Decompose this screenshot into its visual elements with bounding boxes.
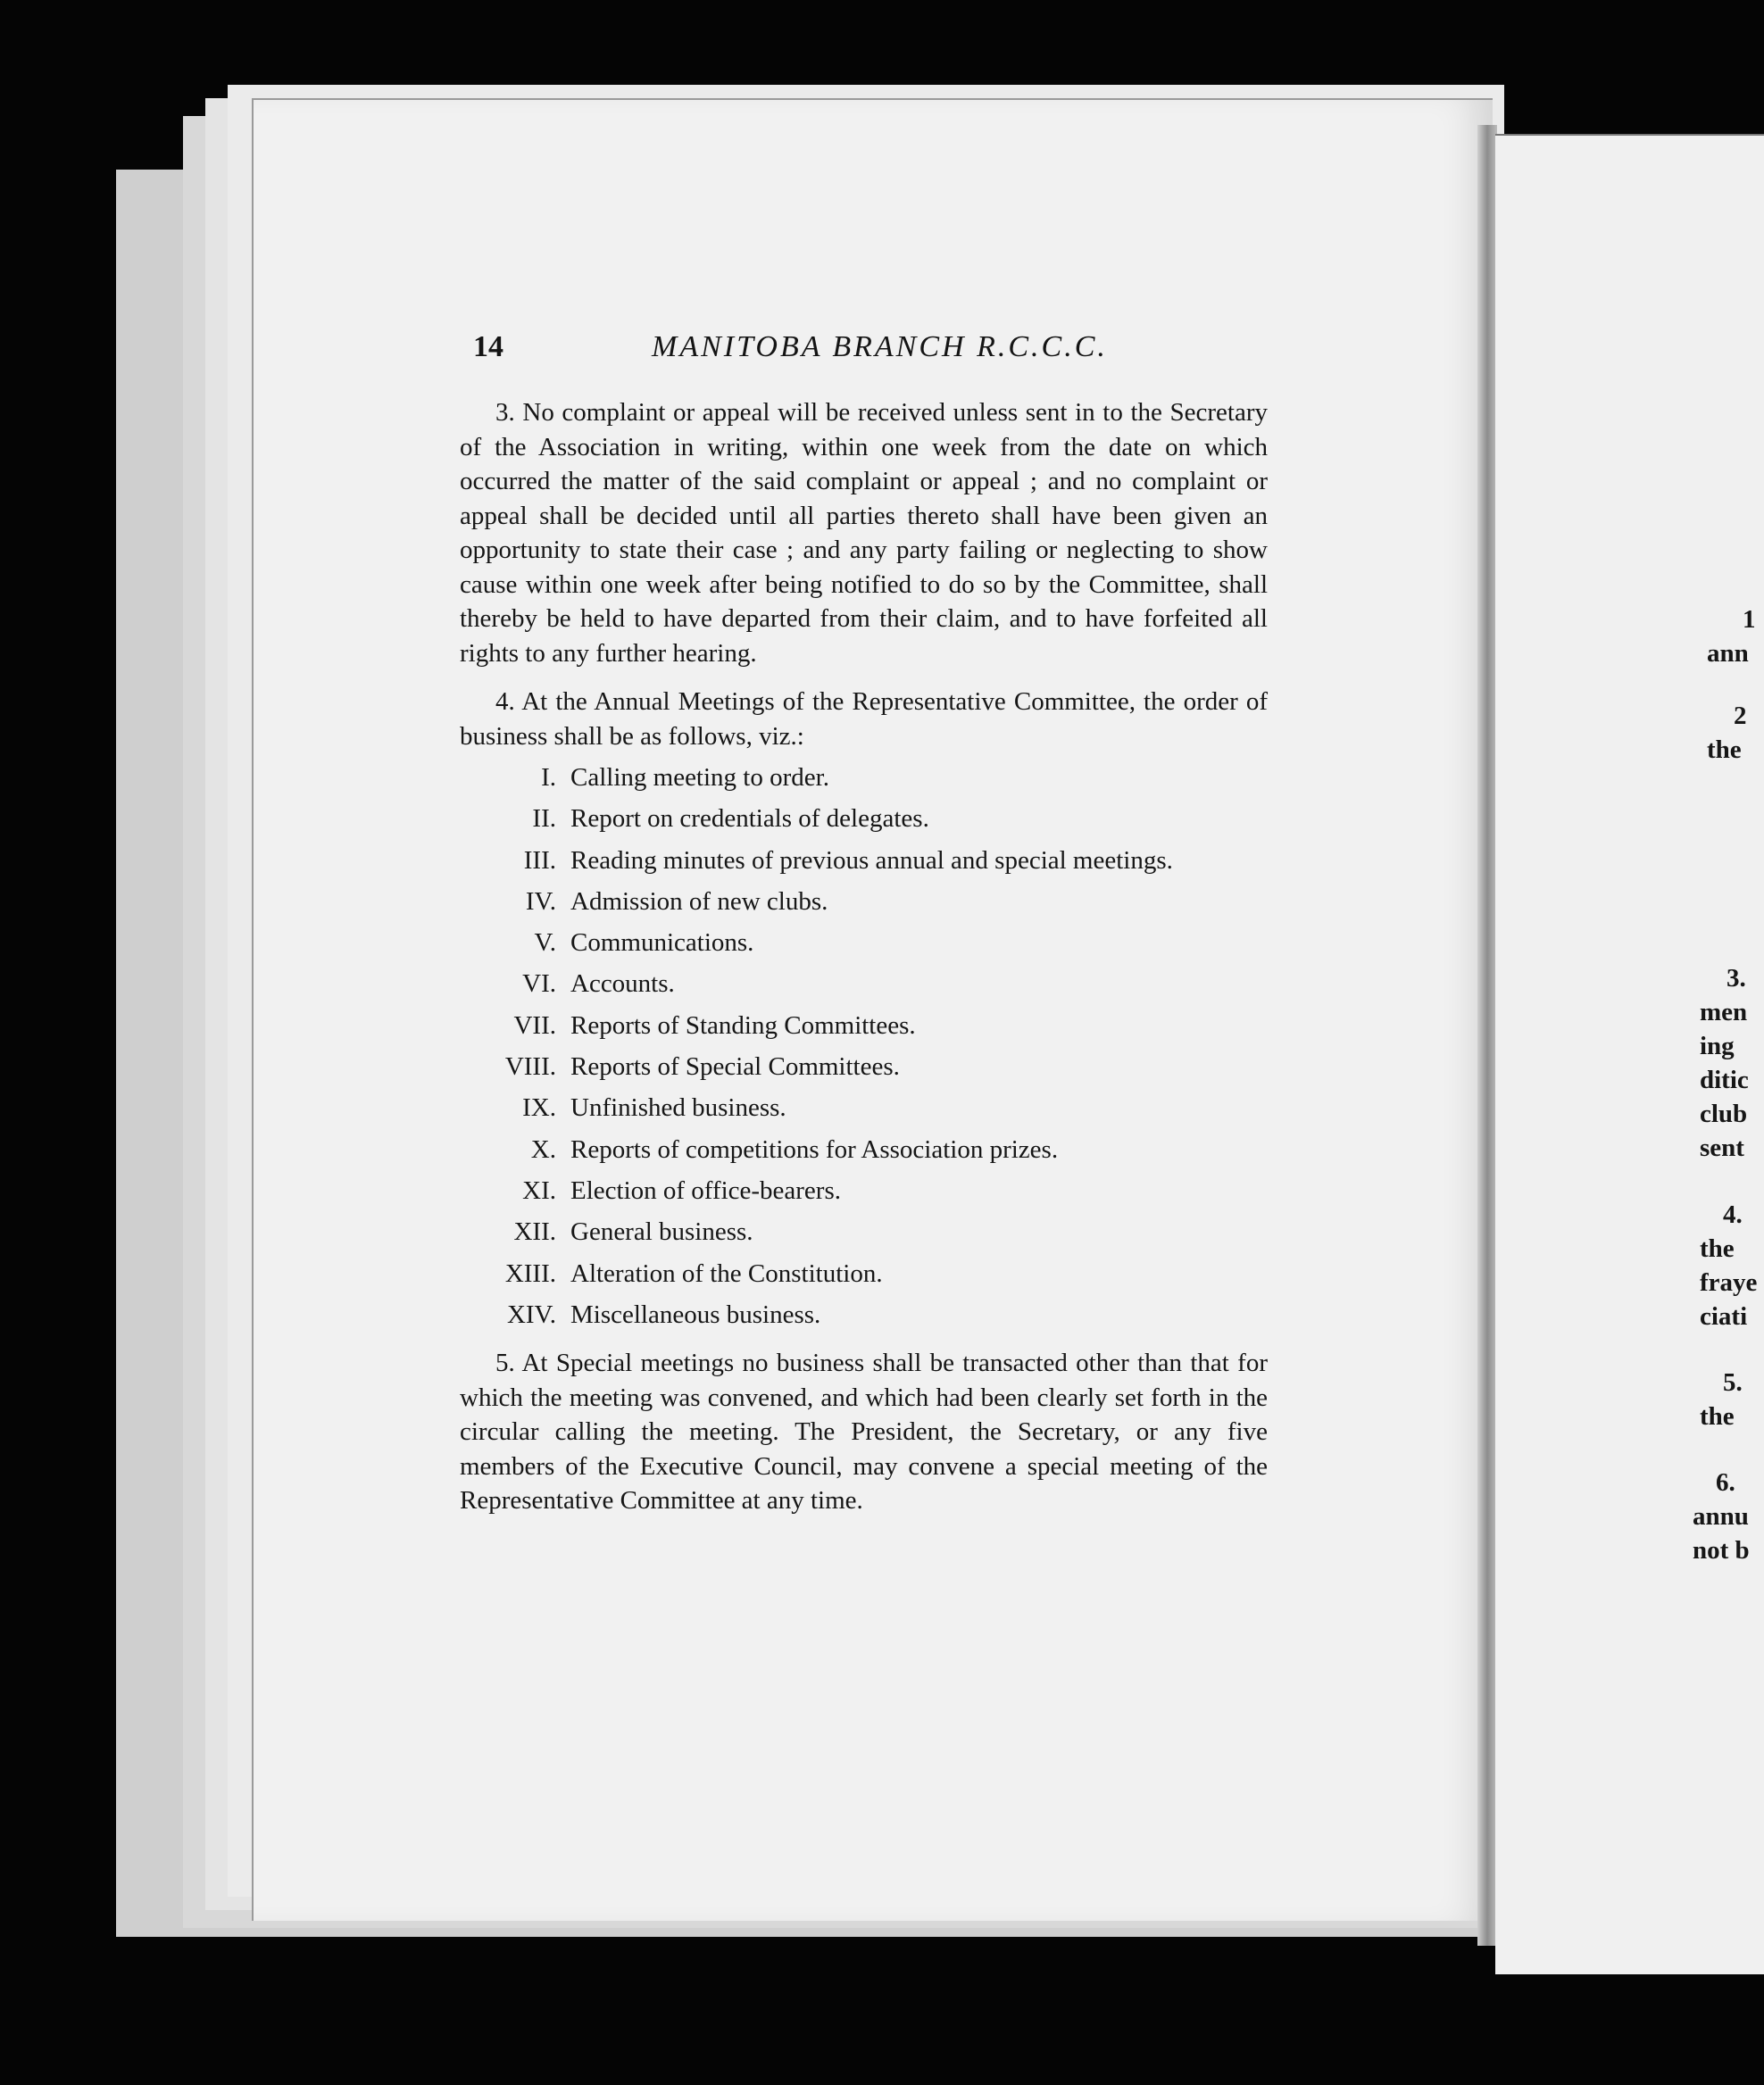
right-page-fragment: 3. bbox=[1727, 964, 1746, 993]
order-item bbox=[460, 922, 1268, 963]
order-of-business-list bbox=[460, 757, 1268, 1335]
order-item bbox=[460, 1046, 1268, 1087]
order-item-number: X. bbox=[530, 1134, 556, 1164]
order-item-number: VIII. bbox=[504, 1052, 556, 1082]
order-item-text: Unfinished business. bbox=[570, 1093, 786, 1123]
order-item bbox=[460, 840, 1268, 881]
right-page-fragment: 1 bbox=[1743, 605, 1756, 634]
right-page-fragment: fraye bbox=[1700, 1268, 1758, 1297]
order-item-text: Admission of new clubs. bbox=[570, 886, 828, 916]
right-page-fragment: the bbox=[1700, 1234, 1735, 1263]
order-item bbox=[460, 963, 1268, 1004]
running-head bbox=[473, 330, 1277, 375]
order-item-number: XII. bbox=[513, 1217, 556, 1247]
order-item-number: II. bbox=[532, 804, 556, 834]
order-item-number: VII. bbox=[513, 1010, 556, 1040]
order-item-text: Reports of competitions for Association prizes. bbox=[570, 1134, 1059, 1164]
order-item-number: XIV. bbox=[506, 1300, 556, 1329]
right-page-fragment: sent bbox=[1700, 1134, 1744, 1162]
order-item-number: XIII. bbox=[504, 1258, 556, 1288]
order-item bbox=[460, 757, 1268, 798]
right-page-fragment: ing bbox=[1700, 1032, 1735, 1060]
right-page-fragment: 2 bbox=[1734, 702, 1747, 730]
right-page-fragment: the bbox=[1700, 1402, 1735, 1431]
order-item-number: IV. bbox=[525, 886, 556, 916]
order-item-text: Reports of Special Committees. bbox=[570, 1052, 900, 1082]
right-page-fragment: not b bbox=[1693, 1536, 1750, 1565]
right-page-fragment: the bbox=[1707, 735, 1742, 764]
section-3-paragraph: 3. No complaint or appeal will be received unless sent in to the Secretary of the Association in writing, within one week from the date on which occurred the matter of the said complaint or appeal ; and no complaint or appeal shall be decided until all parties thereto shall have been given an opportunity to state their case ; and any party failing or neglecting to show cause within one week after being notified to do so by the Committee, shall thereby be held to have departed from their claim, and to have forfeited all rights to any further hearing. bbox=[460, 398, 1268, 668]
page-number: 14 bbox=[473, 330, 503, 363]
order-item bbox=[460, 1170, 1268, 1211]
page-header-title: MANITOBA BRANCH R.C.C.C. bbox=[652, 330, 1108, 363]
right-page-fragment: club bbox=[1700, 1100, 1748, 1128]
order-item-text: Reports of Standing Committees. bbox=[570, 1010, 916, 1040]
order-item-number: IX. bbox=[522, 1093, 556, 1123]
right-page-fragment: 6. bbox=[1716, 1468, 1735, 1497]
order-item-text: Election of office-bearers. bbox=[570, 1175, 841, 1205]
order-item bbox=[460, 1129, 1268, 1170]
document-body bbox=[460, 395, 1268, 1533]
section-4-intro: 4. At the Annual Meetings of the Representative Committee, the order of business shall be as follows, viz.: bbox=[460, 687, 1268, 751]
order-item bbox=[460, 1005, 1268, 1046]
right-page-fragment: annu bbox=[1693, 1502, 1749, 1531]
right-page-fragment: ciati bbox=[1700, 1302, 1748, 1331]
order-item-number: XI. bbox=[522, 1175, 556, 1205]
order-item bbox=[460, 881, 1268, 922]
order-item bbox=[460, 1253, 1268, 1294]
order-item-number: III. bbox=[523, 845, 556, 875]
right-page-fragment: ann bbox=[1707, 639, 1749, 668]
right-page-fragment: 5. bbox=[1723, 1368, 1743, 1397]
book-gutter bbox=[1477, 125, 1497, 1946]
right-page-fragment: ditic bbox=[1700, 1066, 1749, 1094]
order-item-text: Miscellaneous business. bbox=[570, 1300, 821, 1329]
order-item-text: Report on credentials of delegates. bbox=[570, 804, 929, 834]
order-item-text: Calling meeting to order. bbox=[570, 763, 829, 792]
order-item bbox=[460, 798, 1268, 839]
order-item-text: Communications. bbox=[570, 928, 754, 958]
right-page-fragment: men bbox=[1700, 998, 1748, 1026]
section-5-paragraph: 5. At Special meetings no business shall be transacted other than that for which the meeting was convened, and which had been clearly set forth in the circular calling the meeting. The President, the Secretary, or any five members of the Executive Council, may convene a special meeting of the Representative Committee at any time. bbox=[460, 1349, 1268, 1516]
order-item-text: Alteration of the Constitution. bbox=[570, 1258, 883, 1288]
order-item bbox=[460, 1211, 1268, 1252]
right-page-text-fragments bbox=[1693, 0, 1764, 2085]
order-item-number: VI. bbox=[522, 969, 556, 999]
right-page-fragment: 4. bbox=[1723, 1200, 1743, 1229]
order-item-number: I. bbox=[541, 763, 556, 792]
order-item-text: General business. bbox=[570, 1217, 753, 1247]
order-item-text: Reading minutes of previous annual and special meetings. bbox=[570, 845, 1173, 875]
order-item bbox=[460, 1087, 1268, 1128]
order-item-number: V. bbox=[534, 928, 556, 958]
order-item-text: Accounts. bbox=[570, 969, 675, 999]
order-item bbox=[460, 1294, 1268, 1335]
